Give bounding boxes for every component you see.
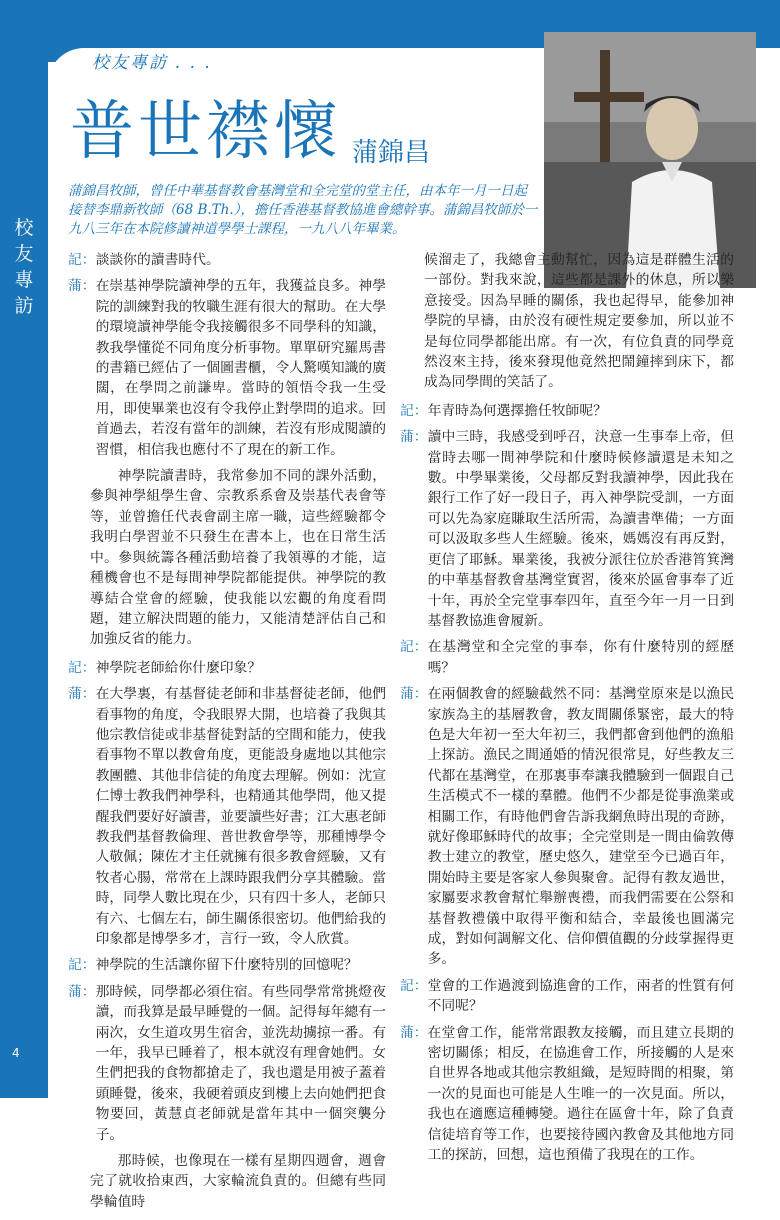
section-label: 校友專訪 . . . xyxy=(92,53,213,73)
question-text: 年青時為何選擇擔任牧師呢？ xyxy=(427,402,607,419)
question-marker: 記： xyxy=(68,659,96,676)
question xyxy=(400,976,734,1017)
question-marker: 記： xyxy=(400,977,428,994)
answer-text: 在崇基神學院讀神學的五年，我獲益良多。神學院的訓練對我的牧職生涯有很大的幫助。在大學的環境讀神學能令我接觸很多不同學科的知識，教我學懂從不同角度分析事物。單單研究羅馬書的書籍已經佔了一個圖書櫃，令人驚嘆知識的廣闊，在學問之前謙卑。當時的領悟令我一生受用，即使畢業也沒有令我停止對學問的追求。回首過去，若沒有當年的訓練，若沒有形成閱讀的習慣，相信我也應付不了現在的新工作。 xyxy=(95,278,386,458)
question xyxy=(400,637,734,678)
answer xyxy=(68,684,386,949)
answer-marker: 蒲： xyxy=(68,983,96,1000)
answer-text: 在兩個教會的經驗截然不同：基灣堂原來是以漁民家族為主的基層教會，教友間關係緊密，最大的特色是大年初一至大年初三，我們都會到他們的漁船上探訪。漁民之間通婚的情況很常見，好些教友三代都在基灣堂，在那裏事奉讓我體驗到一個跟自己生活模式不一樣的羣體。他們不少都是從事漁業或相關工作，有時他們會告訴我網魚時出現的奇跡，就好像耶穌時代的故事；全完堂則是一間由倫敦傳教士建立的教堂，歷史悠久，建堂至今已過百年，開始時主要是客家人參與聚會。記得有教友過世，家屬要求教會幫忙舉辦喪禮，而我們需要在公祭和基督教禮儀中取得平衡和結合，幸最後也圓滿完成，對如何調解文化、信仰價值觀的分歧掌握得更多。 xyxy=(427,686,734,968)
question-text: 堂會的工作過渡到協進會的工作，兩者的性質有何不同呢？ xyxy=(427,977,734,1015)
question-marker: 記： xyxy=(68,252,96,268)
question xyxy=(400,401,734,421)
sidebar xyxy=(0,0,48,1098)
question-marker: 記： xyxy=(400,402,428,419)
answer xyxy=(400,684,734,970)
answer xyxy=(400,427,734,631)
answer-text: 那時候，同學都必須住宿。有些同學常常挑燈夜讀，而我算是最早睡覺的一個。記得每年總有一兩次，女生道攻男生宿舍，並洗劫擄掠一番。有一年，我早已睡着了，根本就沒有理會她們。女生們把我的食物都搶走了，我也還是用被子蓋着頭睡覺，後來，我硬着頭皮到樓上去向她們把食物要回，黃慧貞老師就是當年其中一個突襲分子。 xyxy=(95,983,386,1143)
answer-paragraph: 那時候，也像現在一樣有星期四週會，週會完了就收拾東西，大家輪流負責的。但總有些同學輪值時 xyxy=(90,1153,386,1210)
answer-marker: 蒲： xyxy=(400,429,428,446)
question-text: 談談你的讀書時代。 xyxy=(95,252,220,268)
question-text: 在基灣堂和全完堂的事奉，你有什麼特別的經歷嗎？ xyxy=(427,639,734,676)
question-marker: 記： xyxy=(68,957,96,974)
answer xyxy=(400,1023,734,1166)
question xyxy=(68,955,386,975)
right-column xyxy=(400,250,734,1171)
intro-paragraph: 蒲錦昌牧師，曾任中華基督教會基灣堂和全完堂的堂主任，由本年一月一日起接替李鼎新牧師（68 B.Th.），擔任香港基督教協進會總幹事。蒲錦昌牧師於一九八三年在本院修讀神道學學士課程，一九八八年畢業。 xyxy=(68,183,538,237)
left-column xyxy=(68,250,386,1220)
question xyxy=(68,658,386,678)
answer-marker: 蒲： xyxy=(68,686,96,703)
sidebar-label: 校友專訪 xyxy=(14,217,34,317)
answer-paragraph: 神學院讀書時，我常參加不同的課外活動，參與神學組學生會、宗教系系會及崇基代表會等等，並曾擔任代表會副主席一職，這些經驗都令我明白學習並不只發生在書本上，也在日常生活中。參與統籌各種活動培養了我領導的才能，這種機會也不是每間神學院都能提供。神學院的教導結合堂會的經驗，使我能以宏觀的角度看問題，建立解決問題的能力，又能清楚評估自己和加強反省的能力。 xyxy=(90,468,386,648)
page-number: 4 xyxy=(12,1046,20,1060)
continued-paragraph: 候溜走了，我總會主動幫忙，因為這是群體生活的一部份。對我來說，這些都是課外的休息，所以樂意接受。因為早睡的關係，我也起得早，能參加神學院的早禱，由於沒有硬性規定要參加，所以並不是每位同學都能出席。有一次，有位負責的同學竟然沒來主持，後來發現他竟然把鬧鐘摔到床下，都成為同學間的笑話了。 xyxy=(424,252,734,391)
answer-text: 在堂會工作，能常常跟教友接觸，而且建立長期的密切關係；相反，在協進會工作，所接觸的人是來自世界各地或其他宗教組織，是短時間的相聚，第一次的見面也可能是人生唯一的一次見面。所以，我也在適應這種轉變。過往在區會十年，除了負責信徒培育等工作，也要接待國內教會及其他地方同工的探訪，回想，這也預備了我現在的工作。 xyxy=(427,1024,734,1164)
article-title: 普世襟懷 xyxy=(70,95,342,169)
question-marker: 記： xyxy=(400,639,428,656)
answer-text: 在大學裏，有基督徒老師和非基督徒老師，他們看事物的角度，令我眼界大開，也培養了我與其他宗教信徒或非基督徒對話的空間和能力，使我看事物不單以教會角度，更能設身處地以其他宗教團體、其他非信徒的角度去理解。例如：沈宣仁博士教我們神學科，也精通其他學問，他又提醒我們要好好讀書，並要讀些好書；江大惠老師教我們基督教倫理、普世教會學等，那種博學令人敬佩；陳佐才主任就擁有很多教會經驗，又有牧者心腸，常常在上課時跟我們分享其體驗。當時，同學人數比現在少，只有四十多人，老師只有六、七個左右，師生關係很密切。他們給我的印象都是博學多才，言行一致，令人欣賞。 xyxy=(95,686,386,947)
answer xyxy=(68,982,386,1145)
answer-marker: 蒲： xyxy=(400,1024,428,1041)
answer-marker: 蒲： xyxy=(68,278,96,295)
answer-text: 讀中三時，我感受到呼召，決意一生事奉上帝，但當時去哪一間神學院和什麼時候修讀還是未知之數。中學畢業後，父母都反對我讀神學，因此我在銀行工作了好一段日子，再入神學院受訓，一方面可以先為家庭賺取生活所需，為讀書準備；一方面可以汲取多些人生經驗。後來，媽媽沒有再反對，更信了耶穌。畢業後，我被分派往位於香港筲箕灣的中華基督教會基灣堂實習，後來於區會事奉了近十年，再於全完堂事奉四年，直至今年一月一日到基督教協進會履新。 xyxy=(427,429,734,629)
question-text: 神學院老師給你什麼印象？ xyxy=(95,659,262,676)
question-text: 神學院的生活讓你留下什麼特別的回憶呢？ xyxy=(95,957,358,974)
author-name: 蒲錦昌 xyxy=(352,138,431,168)
answer-marker: 蒲： xyxy=(400,686,428,703)
answer xyxy=(68,276,386,460)
question xyxy=(68,250,386,270)
